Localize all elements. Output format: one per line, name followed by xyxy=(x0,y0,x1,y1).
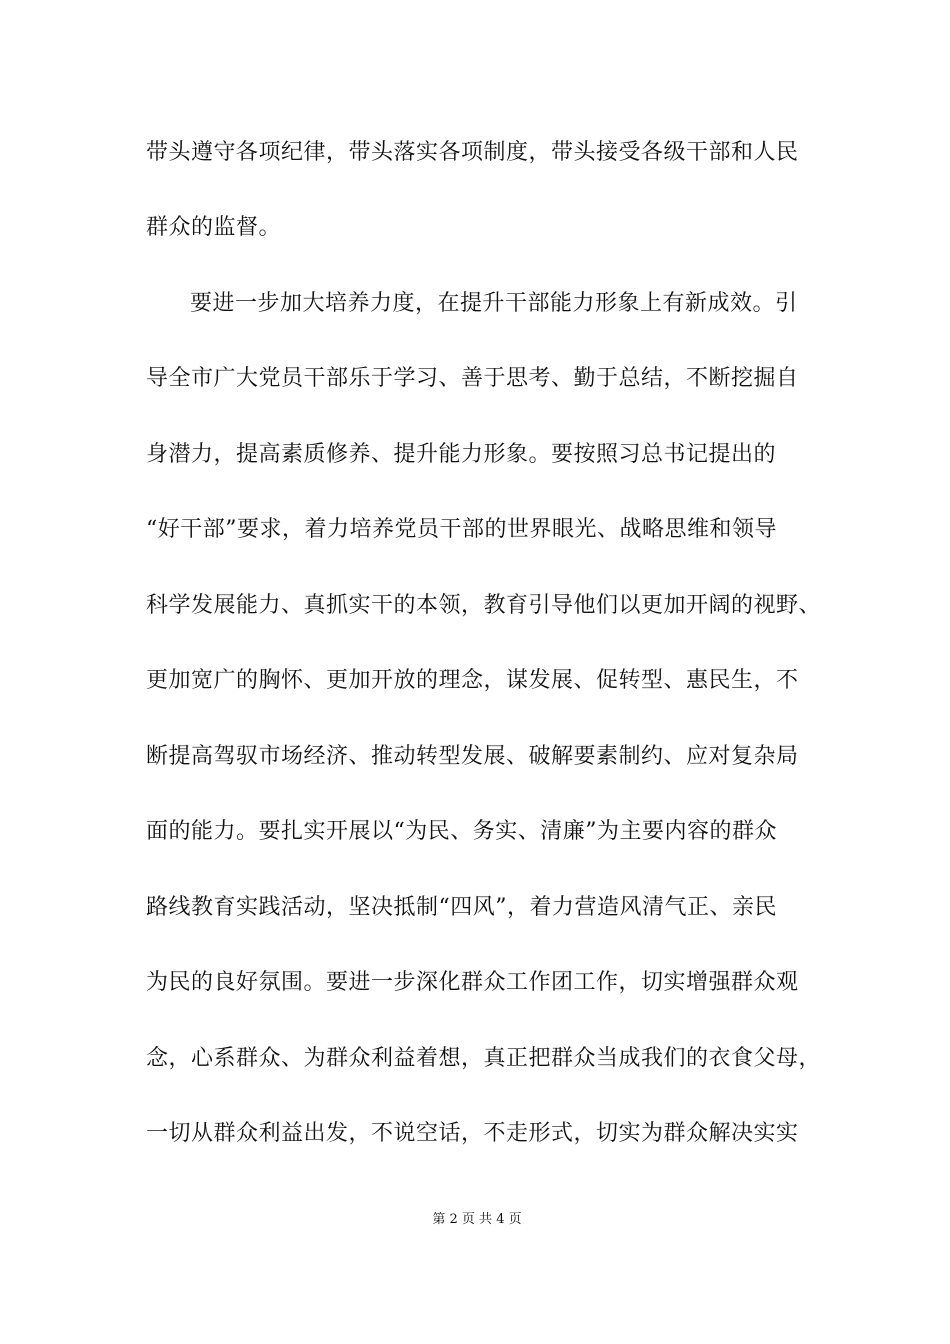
text-line: 带头遵守各项纪律，带头落实各项制度，带头接受各级干部和人民 xyxy=(146,140,799,165)
page-number: 第 2 页 共 4 页 xyxy=(432,1212,522,1227)
text-line: 群众的监督。 xyxy=(146,215,282,240)
text-line: 身潜力，提高素质修养、提升能力形象。要按照习总书记提出的 xyxy=(146,442,777,467)
text-line: 路线教育实践活动，坚决抵制“四风”，着力营造风清气正、亲民 xyxy=(146,895,777,920)
text-line: 念，心系群众、为群众利益着想，真正把群众当成我们的衣食父母， xyxy=(146,1046,822,1071)
text-line: 导全市广大党员干部乐于学习、善于思考、勤于总结，不断挖掘自 xyxy=(146,366,799,391)
text-line: 为民的良好氛围。要进一步深化群众工作团工作，切实增强群众观 xyxy=(146,970,799,995)
text-line: 一切从群众利益出发，不说空话，不走形式，切实为群众解决实实 xyxy=(146,1121,799,1146)
text-line: 更加宽广的胸怀、更加开放的理念，谋发展、促转型、惠民生，不 xyxy=(146,668,799,693)
text-line: 科学发展能力、真抓实干的本领，教育引导他们以更加开阔的视野、 xyxy=(146,593,822,618)
text-line: “好干部”要求，着力培养党员干部的世界眼光、战略思维和领导 xyxy=(146,517,777,542)
text-line: 断提高驾驭市场经济、推动转型发展、破解要素制约、应对复杂局 xyxy=(146,744,799,769)
text-line: 要进一步加大培养力度，在提升干部能力形象上有新成效。引 xyxy=(190,291,798,316)
text-line: 面的能力。要扎实开展以“为民、务实、清廉”为主要内容的群众 xyxy=(146,819,777,844)
